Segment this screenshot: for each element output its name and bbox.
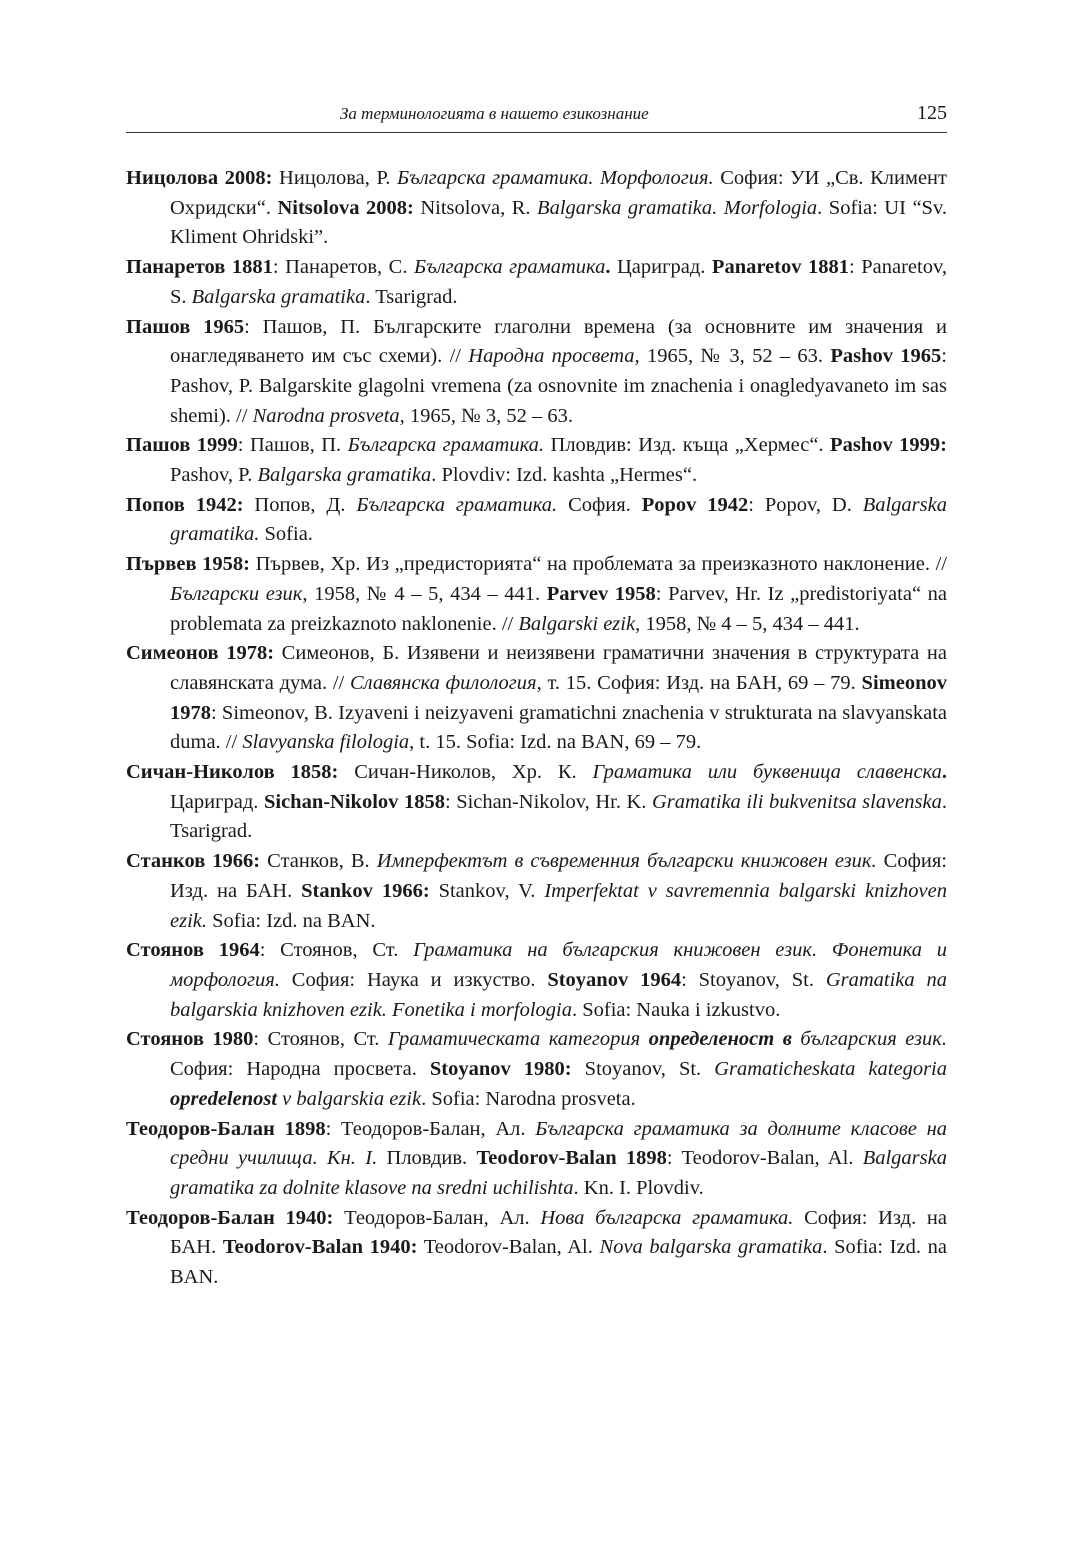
reference-entry bbox=[126, 431, 947, 490]
reference-key: Теодоров-Балан 1940: bbox=[126, 1206, 334, 1229]
reference-text: Stankov, V. bbox=[429, 879, 545, 902]
reference-key: Стоянов 1964 bbox=[126, 939, 260, 962]
reference-text: Nitsolova, R. bbox=[413, 196, 538, 219]
reference-text: София. bbox=[557, 493, 642, 516]
reference-text: , 1958, № 4 – 5, 434 – 441. bbox=[635, 612, 860, 635]
reference-text: : Pashov, P. Balgarskite glagolni vremena (za osnovnite im znachenia i onagledyavaneto im sas shemi). // bbox=[170, 345, 947, 427]
reference-text: Цариград. bbox=[170, 790, 264, 813]
reference-key: Теодоров-Балан 1898 bbox=[126, 1117, 326, 1140]
reference-text: . Sofia: Nauka i izkustvo. bbox=[571, 998, 781, 1021]
reference-text: Пловдив. bbox=[377, 1147, 477, 1170]
reference-text: Gramaticheskata kategoria bbox=[714, 1058, 947, 1081]
reference-text: . Sofia: Izd. na BAN. bbox=[170, 1236, 947, 1289]
reference-text: Pashov 1999: bbox=[830, 434, 948, 457]
reference-list bbox=[126, 164, 947, 1293]
reference-text: Sichan-Nikolov 1858 bbox=[263, 790, 445, 813]
reference-text: българския език. bbox=[800, 1028, 947, 1051]
reference-text: : Stoyanov, St. bbox=[681, 968, 826, 991]
reference-entry bbox=[126, 164, 947, 253]
reference-key: Симеонов 1978: bbox=[126, 642, 275, 665]
reference-text: Popov 1942 bbox=[641, 493, 749, 516]
reference-text: Българска граматика за долните класове на средни училища. Кн. I. bbox=[170, 1117, 947, 1170]
reference-entry bbox=[126, 253, 947, 312]
reference-text: Нова българска граматика. bbox=[540, 1206, 794, 1229]
reference-text: Balgarski ezik bbox=[518, 612, 636, 635]
reference-text: , 1965, № 3, 52 – 63. bbox=[399, 404, 573, 427]
reference-text: Първев, Хр. Из „предисторията“ на проблемата за преизказното наклонение. // bbox=[250, 553, 948, 576]
reference-text: Имперфектът в съвременния български книжовен език. bbox=[376, 850, 877, 873]
reference-text: . Plovdiv: Izd. kashta „Hermes“. bbox=[431, 464, 698, 487]
reference-key: Пашов 1999 bbox=[126, 434, 238, 457]
reference-text: Teodorov-Balan 1898 bbox=[476, 1147, 667, 1170]
reference-text: . Tsarigrad. bbox=[170, 790, 948, 843]
reference-entry bbox=[126, 1025, 947, 1114]
reference-text: т. 15. София: Изд. на БАН, 69 – 79. bbox=[541, 671, 862, 694]
reference-entry bbox=[126, 936, 947, 1025]
reference-text: Симеонов, Б. Изявени и неизявени граматични значения в структурата на славянската дума. // bbox=[170, 642, 947, 694]
reference-text: : Панаретов, С. bbox=[272, 256, 414, 279]
reference-text: Narodna prosveta bbox=[252, 404, 400, 427]
reference-text: Български език bbox=[170, 582, 303, 605]
reference-text: Panaretov 1881 bbox=[711, 256, 850, 279]
reference-text: Българска граматика. bbox=[347, 434, 545, 457]
reference-text: Stankov 1966: bbox=[301, 879, 430, 902]
reference-key: Стоянов 1980 bbox=[126, 1028, 254, 1051]
reference-entry bbox=[126, 639, 947, 758]
reference-text: Teodorov-Balan, Al. bbox=[417, 1236, 600, 1259]
running-title: За терминологията в нашето езикознание bbox=[340, 104, 649, 123]
reference-key: Пашов 1965 bbox=[126, 315, 245, 338]
reference-text: Balgarska gramatika za dolnite klasove na sredni uchilishta bbox=[170, 1147, 947, 1199]
reference-text: Сичан-Николов, Хр. К. bbox=[338, 761, 593, 784]
reference-key: Попов 1942: bbox=[126, 493, 244, 516]
reference-entry bbox=[126, 550, 947, 639]
running-header bbox=[126, 102, 947, 133]
reference-text: Stoyanov 1980: bbox=[429, 1058, 572, 1081]
reference-text: Граматика на българския книжовен език. Фонетика и морфология. bbox=[170, 939, 948, 991]
reference-entry bbox=[126, 1204, 947, 1293]
reference-key: Ницолова 2008: bbox=[126, 167, 273, 189]
reference-text: : Теодоров-Балан, Ал. bbox=[325, 1117, 536, 1140]
reference-text: : Parvev, Hr. Iz „predistoriyata“ na problemata za preizkaznoto naklonenie. // bbox=[170, 582, 947, 635]
reference-text: София: Изд. на БАН. bbox=[170, 850, 947, 902]
reference-text: : Teodorov-Balan, Al. bbox=[666, 1147, 863, 1170]
reference-text: Цариград. bbox=[610, 256, 712, 279]
reference-text: Nova balgarska gramatika bbox=[599, 1236, 823, 1259]
reference-text: в bbox=[774, 1028, 801, 1051]
reference-entry bbox=[126, 313, 947, 432]
reference-text: София: Народна просвета. bbox=[170, 1058, 430, 1081]
reference-text: Gramatika na balgarskia knizhoven ezik. Fonetika i morfologia bbox=[170, 968, 947, 1021]
reference-text: Пловдив: Изд. къща „Хермес“. bbox=[544, 434, 831, 457]
reference-text: Народна просвета, bbox=[468, 345, 640, 368]
reference-text: . bbox=[941, 761, 948, 784]
reference-key: Панаретов 1881 bbox=[126, 256, 273, 279]
reference-text: Stoyanov 1964 bbox=[547, 968, 682, 991]
reference-text: Gramatika ili bukvenitsa slavenska bbox=[651, 790, 942, 813]
reference-text: Simeonov 1978 bbox=[170, 671, 947, 724]
reference-key: Станков 1966: bbox=[126, 850, 261, 873]
reference-text: . bbox=[605, 256, 611, 279]
reference-text: Българска граматика. bbox=[356, 493, 558, 516]
reference-text: : Стоянов, Ст. bbox=[259, 939, 414, 962]
reference-text: Pashov, P. bbox=[170, 464, 258, 487]
reference-text: Sofia: Izd. na BAN. bbox=[207, 909, 376, 932]
reference-text: Граматическата категория bbox=[387, 1028, 649, 1051]
reference-text: Stoyanov, St. bbox=[571, 1058, 715, 1081]
reference-text: Nitsolova 2008: bbox=[277, 196, 414, 219]
reference-text: определеност bbox=[648, 1028, 775, 1051]
reference-text: , t. 15. Sofia: Izd. na BAN, 69 – 79. bbox=[409, 731, 702, 754]
reference-text: София: Наука и изкуство. bbox=[279, 968, 548, 991]
reference-text: Imperfektat v savremennia balgarski knizhoven ezik. bbox=[170, 879, 947, 932]
reference-entry bbox=[126, 1115, 947, 1204]
reference-text: : Sichan-Nikolov, Hr. K. bbox=[444, 790, 652, 813]
reference-text: v balgarskia ezik bbox=[277, 1087, 422, 1110]
reference-text: Balgarska gramatika. bbox=[170, 493, 947, 546]
page-number: 125 bbox=[917, 102, 947, 124]
reference-text: Parvev 1958 bbox=[546, 582, 656, 605]
reference-entry bbox=[126, 847, 947, 936]
reference-text: Теодоров-Балан, Ал. bbox=[333, 1206, 541, 1229]
reference-text: Teodorov-Balan 1940: bbox=[222, 1236, 418, 1259]
reference-text: : Стоянов, Ст. bbox=[253, 1028, 388, 1051]
reference-text: : Panaretov, S. bbox=[170, 256, 947, 308]
reference-text: София: УИ „Св. Климент Охридски“. bbox=[170, 167, 947, 219]
reference-text: Ницолова, Р. bbox=[272, 167, 397, 189]
reference-text: Slavyanska filologia bbox=[242, 731, 410, 754]
reference-text: . Sofia: Narodna prosveta. bbox=[421, 1087, 636, 1110]
reference-text: Balgarska gramatika. Morfologia bbox=[537, 196, 818, 219]
reference-text: opredelenost bbox=[170, 1087, 278, 1110]
reference-text: Българска граматика. Морфология. bbox=[396, 167, 714, 189]
reference-text: Попов, Д. bbox=[243, 493, 357, 516]
reference-text: 1965, № 3, 52 – 63. bbox=[639, 345, 831, 368]
reference-text: : Simeonov, B. Izyaveni i neizyaveni gramatichni znachenia v strukturata na slavyanskata duma. // bbox=[170, 701, 947, 754]
reference-key: Сичан-Николов 1858: bbox=[126, 761, 339, 784]
reference-text: Sofia. bbox=[259, 523, 313, 546]
reference-text: Граматика или буквеница славенска bbox=[592, 761, 942, 784]
reference-text: Balgarska gramatika bbox=[191, 285, 366, 308]
reference-text: Balgarska gramatika bbox=[257, 464, 432, 487]
reference-text: : Пашов, П. Българските глаголни времена (за основните им значения и онагледяването им със схеми). // bbox=[170, 315, 947, 368]
reference-text: Станков, В. bbox=[260, 850, 377, 873]
reference-entry bbox=[126, 758, 947, 847]
reference-text: . Kn. I. Plovdiv. bbox=[573, 1176, 704, 1199]
reference-text: Българска граматика bbox=[414, 256, 606, 279]
reference-text: , 1958, № 4 – 5, 434 – 441. bbox=[302, 582, 547, 605]
reference-text: . Sofia: UI “Sv. Kliment Ohridski”. bbox=[170, 196, 947, 249]
reference-key: Първев 1958: bbox=[126, 553, 250, 576]
reference-text: : Пашов, П. bbox=[237, 434, 348, 457]
reference-text: . Tsarigrad. bbox=[365, 285, 458, 308]
reference-text: Pashov 1965 bbox=[830, 345, 942, 368]
reference-entry bbox=[126, 491, 947, 550]
reference-text: : Popov, D. bbox=[748, 493, 863, 516]
reference-text: Славянска филология, bbox=[350, 671, 542, 694]
reference-text: София: Изд. на БАН. bbox=[170, 1206, 947, 1259]
